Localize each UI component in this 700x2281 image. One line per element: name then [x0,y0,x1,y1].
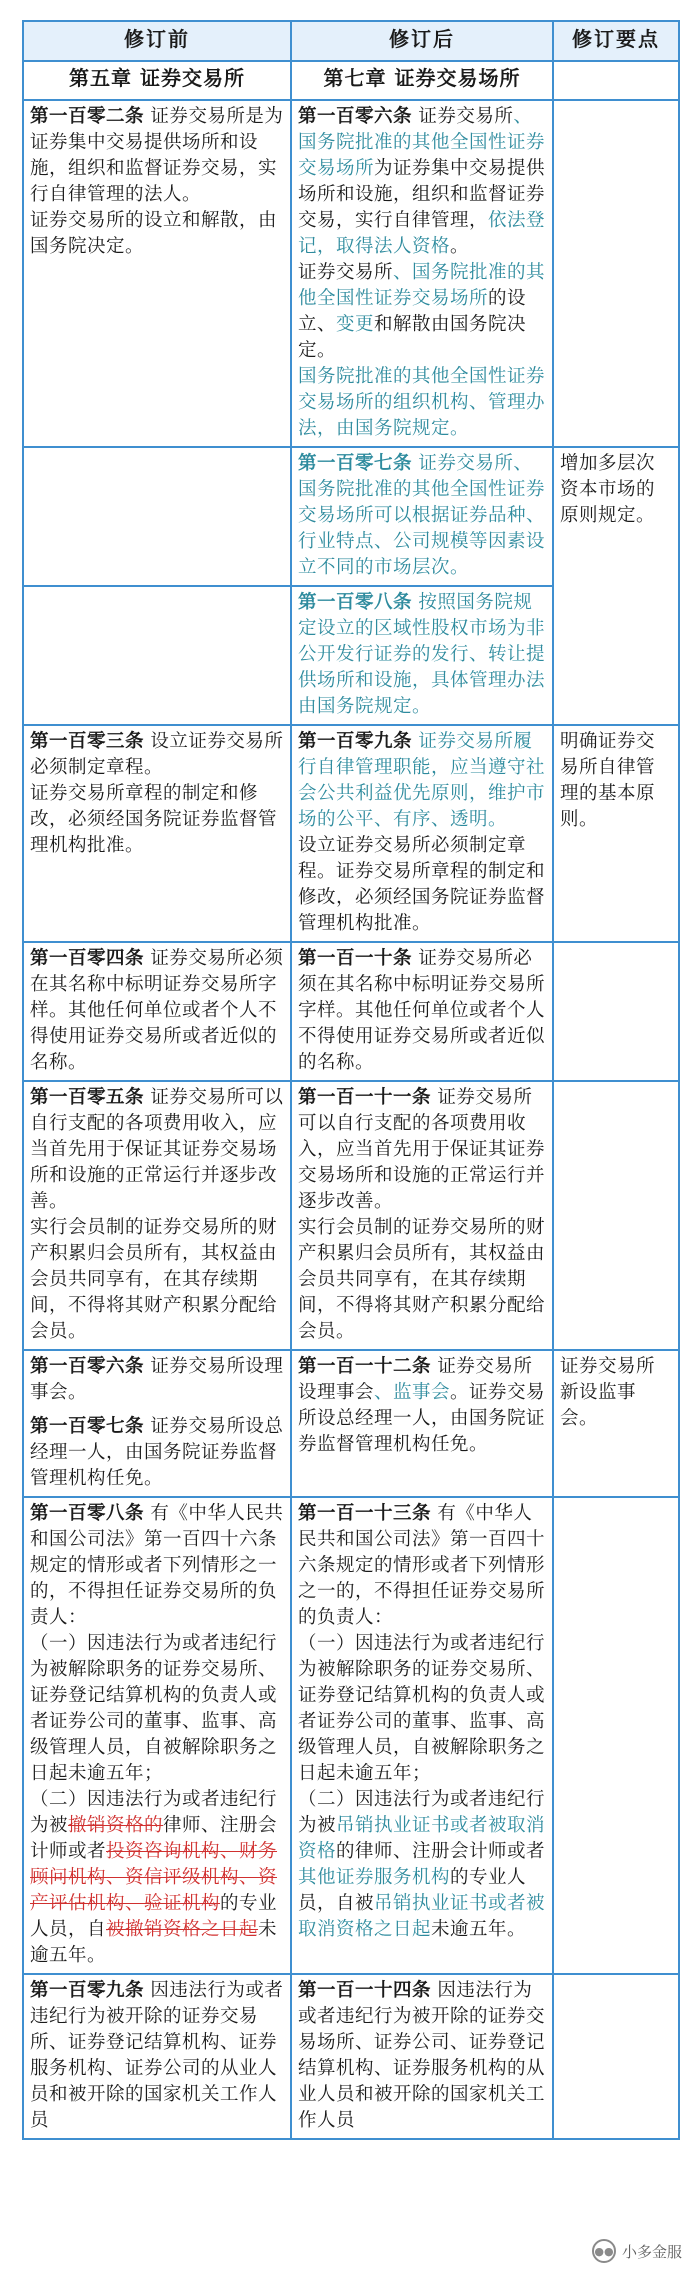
article-number: 第一百零八条 [298,592,413,613]
table-row [23,1350,679,1497]
added-text: 证券交易所履行自律管理职能，应当遵守社会公共利益优先原则，维护市场的公平、有序、透明。 [298,731,546,830]
table-row [23,1497,679,1974]
article-number: 第一百零六条 [30,1356,145,1377]
paragraph [298,1787,546,1943]
added-text: 依法登记，取得法人资格 [298,210,546,257]
article-number: 第一百零四条 [30,948,145,969]
article-text: 因违法行为或者违纪行为被开除的证券交易场所、证券公司、证券登记结算机构、证券服务机构的从业人员和被开除的国家机关工作人员 [298,1980,546,2131]
added-text: 吊销执业证书或者被取消资格之日起 [298,1893,546,1940]
cell-note [553,1974,679,2139]
chapter-note [553,61,679,100]
paragraph [298,729,546,833]
cell-before [23,1081,291,1350]
spacer [30,1406,284,1414]
deleted-text: 投资咨询机构、财务顾问机构、资信评级机构、资产评估机构、验证机构 [30,1841,278,1914]
article-text: 有《中华人民共和国公司法》第一百四十六条规定的情形或者下列情形之一的，不得担任证券交易所的负责人： [298,1503,546,1628]
article-text: 的专业人员，自 [30,1893,278,1940]
cell-after [291,725,553,942]
article-text: 的设立、 [298,288,527,335]
article-text: 证券交易所、国务院批准的其他全国性证券交易场所可以根据证券品种、行业特点、公司规模等因素设立不同的市场层次。 [298,453,546,578]
cell-before [23,586,291,725]
paragraph: 设立证券交易所必须制定章程。证券交易所章程的制定和修改，必须经国务院证券监督管理机构批准。 [298,835,546,934]
added-paragraph [298,590,546,720]
article-text: 未逾五年。 [431,1919,527,1940]
cell-before [23,725,291,942]
article-number: 第一百一十条 [298,948,413,969]
article-number: 第一百零三条 [30,731,145,752]
cell-after [291,1081,553,1350]
added-text: 、国务院批准的其他全国性证券交易场所 [298,106,546,179]
cell-before [23,1350,291,1497]
article-text: 证券交易所设理事会 [298,1356,533,1403]
added-text: 其他证券服务机构 [298,1867,451,1888]
chapter-after: 第七章 证券交易场所 [291,61,553,100]
article-text: 证券交易所可以自行支配的各项费用收入，应当首先用于保证其证券交易场所和设施的正常运行并逐步改善。 [30,1087,284,1212]
cell-before [23,1497,291,1974]
deleted-text: 被撤销资格之日起 [106,1919,259,1940]
cell-note: 明确证券交易所自律管理的基本原则。 [553,725,679,942]
cell-before [23,1974,291,2139]
cell-note [553,1497,679,1974]
chapter-row [23,61,679,100]
paragraph: （一）因违法行为或者违纪行为被解除职务的证券交易所、证券登记结算机构的负责人或者证券公司的董事、监事、高级管理人员，自被解除职务之日起未逾五年； [30,1633,278,1784]
watermark-text: 小多金服 [621,2242,682,2261]
article-number: 第一百一十一条 [298,1087,432,1108]
article-number: 第一百零七条 [298,453,413,474]
paragraph [30,729,284,781]
cell-before [23,447,291,586]
paragraph [298,1501,546,1631]
article-text: 证券交易所 [418,106,514,127]
article-text: 。 [450,236,470,257]
cell-note [553,100,679,447]
chapter-before: 第五章 证券交易所 [23,61,291,100]
cell-after [291,586,553,725]
paragraph [298,1085,546,1215]
article-number: 第一百零二条 [30,106,145,127]
article-text: 证券交易所可以自行支配的各项费用收入，应当首先用于保证其证券交易场所和设施的正常运行并逐步改善。 [298,1087,546,1212]
cell-note: 增加多层次资本市场的原则规定。 [553,447,679,725]
article-text: 证券交易所设理事会。 [30,1356,284,1403]
table-row [23,447,679,586]
paragraph [298,1354,546,1458]
added-text: 、国务院批准的其他全国性证券交易场所 [298,262,546,309]
article-text: 。证券交易所设总经理一人，由国务院证券监督管理机构任免。 [298,1382,546,1455]
article-text: 证券交易所 [298,262,394,283]
added-paragraph: 国务院批准的其他全国性证券交易场所的组织机构、管理办法，由国务院规定。 [298,366,546,439]
article-text: 因违法行为或者违纪行为被开除的证券交易所、证券登记结算机构、证券服务机构、证券公司的从业人员和被开除的国家机关工作人员 [30,1980,284,2131]
article-text: （二）因违法行为或者违纪行为被 [30,1789,278,1836]
wechat-logo-icon: ●● [592,2239,616,2263]
revision-comparison-table [22,20,680,2140]
article-number: 第一百一十四条 [298,1980,432,2001]
cell-before [23,942,291,1081]
article-number: 第一百零七条 [30,1416,145,1437]
article-text: 律师、注册会计师或者 [30,1815,278,1862]
paragraph [30,104,284,208]
table-row [23,725,679,942]
paragraph [298,946,546,1076]
article-text: 设立证券交易所必须制定章程。 [30,731,284,778]
paragraph [298,1978,546,2134]
article-text: 未逾五年。 [30,1919,278,1966]
paragraph [30,946,284,1076]
article-number: 第一百一十二条 [298,1356,432,1377]
table-row [23,1974,679,2139]
cell-after [291,1350,553,1497]
article-number: 第一百零五条 [30,1087,145,1108]
cell-after [291,447,553,586]
table-row [23,100,679,447]
cell-note [553,1081,679,1350]
paragraph [30,1414,284,1492]
article-text: 和解散由国务院决定。 [298,314,527,361]
added-paragraph [298,451,546,581]
cell-after [291,1974,553,2139]
table-row [23,1081,679,1350]
paragraph [30,1978,284,2134]
cell-note [553,942,679,1081]
table-row [23,942,679,1081]
watermark [592,2239,682,2263]
paragraph [30,1354,284,1406]
paragraph [30,1085,284,1215]
added-text: 、监事会 [374,1382,451,1403]
article-number: 第一百零六条 [298,106,413,127]
article-text: 证券交易所是为证券集中交易提供场所和设施，组织和监督证券交易，实行自律管理的法人。 [30,106,284,205]
paragraph [298,260,546,364]
article-number: 第一百零九条 [298,731,413,752]
article-text: 证券交易所设总经理一人，由国务院证券监督管理机构任免。 [30,1416,284,1489]
paragraph: 实行会员制的证券交易所的财产积累归会员所有，其权益由会员共同享有，在其存续期间，不得将其财产积累分配给会员。 [30,1217,278,1342]
cell-after [291,942,553,1081]
cell-before [23,100,291,447]
cell-note: 证券交易所新设监事会。 [553,1350,679,1497]
header-notes: 修订要点 [553,21,679,61]
added-text: 变更 [336,314,375,335]
paragraph: （一）因违法行为或者违纪行为被解除职务的证券交易所、证券登记结算机构的负责人或者证券公司的董事、监事、高级管理人员，自被解除职务之日起未逾五年； [298,1633,546,1784]
header-after: 修订后 [291,21,553,61]
article-text: 有《中华人民共和国公司法》第一百四十六条规定的情形或者下列情形之一的，不得担任证券交易所的负责人： [30,1503,284,1628]
paragraph: 证券交易所章程的制定和修改，必须经国务院证券监督管理机构批准。 [30,783,278,856]
article-text: 的专业人员，自被 [298,1867,527,1914]
article-text: 的律师、注册会计师或者 [336,1841,546,1862]
comparison-table-wrapper [22,20,678,2140]
paragraph [30,1501,284,1631]
article-text: 证券交易所必须在其名称中标明证券交易所字样。其他任何单位或者个人不得使用证券交易所或者近似的名称。 [30,948,284,1073]
article-text: （二）因违法行为或者违纪行为被 [298,1789,546,1836]
paragraph: 证券交易所的设立和解散，由国务院决定。 [30,210,278,257]
paragraph [30,1787,284,1969]
article-number: 第一百零八条 [30,1503,145,1524]
cell-after [291,1497,553,1974]
paragraph: 实行会员制的证券交易所的财产积累归会员所有，其权益由会员共同享有，在其存续期间，不得将其财产积累分配给会员。 [298,1217,546,1342]
article-text: 证券交易所必须在其名称中标明证券交易所字样。其他任何单位或者个人不得使用证券交易所或者近似的名称。 [298,948,546,1073]
article-number: 第一百零九条 [30,1980,145,2001]
header-before: 修订前 [23,21,291,61]
cell-after [291,100,553,447]
article-number: 第一百一十三条 [298,1503,432,1524]
added-text: 吊销执业证书或者被取消资格 [298,1815,546,1862]
paragraph [298,104,546,260]
table-header-row [23,21,679,61]
article-text: 按照国务院规定设立的区域性股权市场为非公开发行证券的发行、转让提供场所和设施，具体管理办法由国务院规定。 [298,592,546,717]
deleted-text: 撤销资格的 [68,1815,164,1836]
article-text: 为证券集中交易提供场所和设施，组织和监督证券交易，实行自律管理， [298,158,546,231]
